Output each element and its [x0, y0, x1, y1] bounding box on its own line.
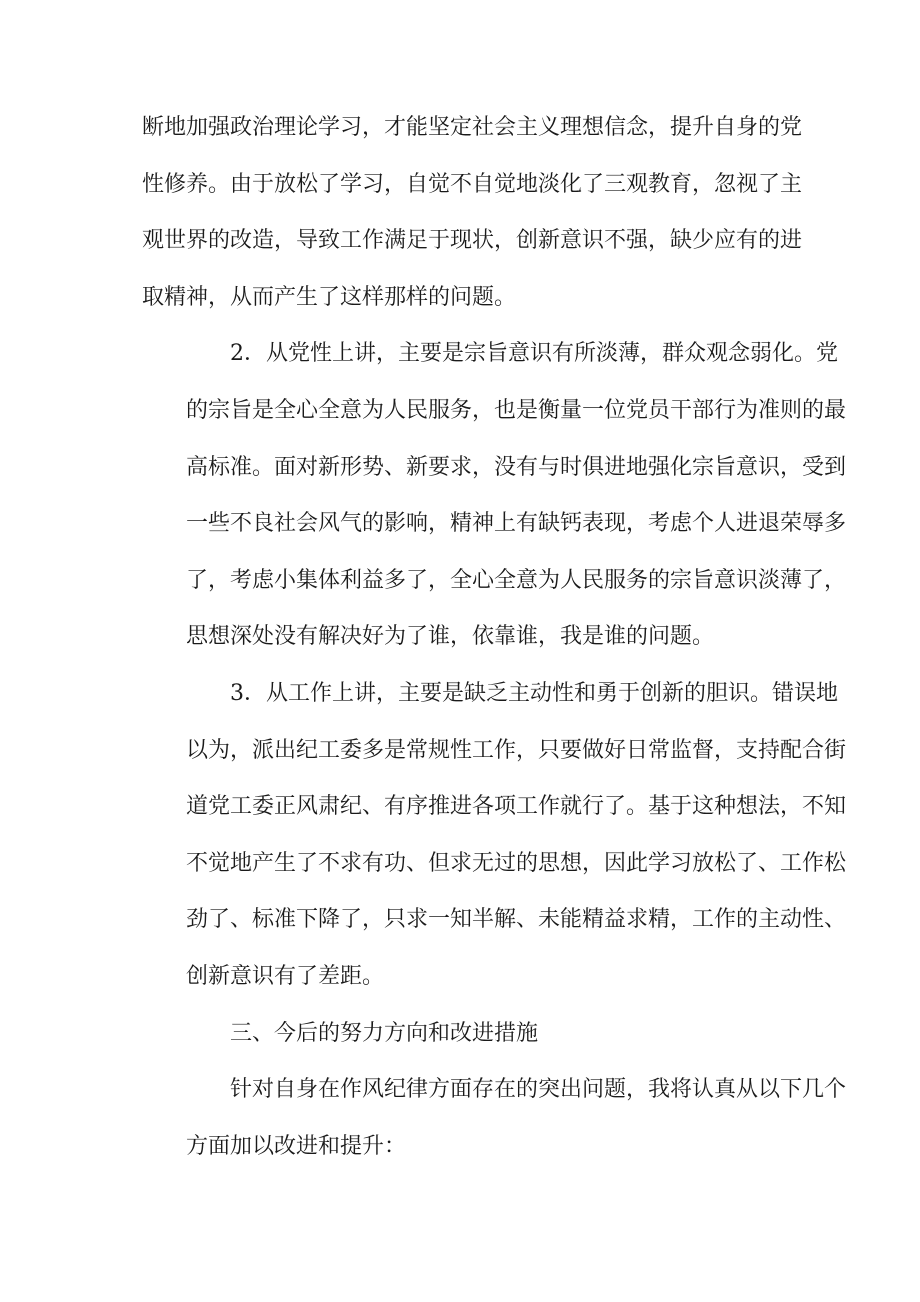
text-line: 思想深处没有解决好为了谁，依靠谁，我是谁的问题。 [186, 624, 715, 650]
text-line: 断地加强政治理论学习，才能坚定社会主义理想信念，提升自身的党 [142, 115, 803, 140]
text-line: 取精神，从而产生了这样那样的问题。 [142, 284, 517, 310]
text-line: 2．从党性上讲，主要是宗旨意识有所淡薄，群众观念弱化。党 [230, 341, 838, 367]
text-line: 三、今后的努力方向和改进措施 [230, 1020, 539, 1046]
text-line: 针对自身在作风纪律方面存在的突出问题，我将认真从以下几个 [230, 1077, 847, 1103]
paragraph [142, 1006, 796, 1063]
text-line: 方面加以改进和提升： [186, 1133, 407, 1159]
text-line: 观世界的改造，导致工作满足于现状，创新意识不强，缺少应有的进 [142, 228, 803, 254]
text-line: 一些不良社会风气的影响，精神上有缺钙表现，考虑个人进退荣辱多 [186, 511, 847, 537]
text-line: 性修养。由于放松了学习，自觉不自觉地淡化了三观教育，忽视了主 [142, 171, 803, 197]
paragraph [142, 100, 803, 326]
text-line: 创新意识有了差距。 [186, 963, 385, 989]
document-body [142, 100, 847, 1175]
text-line: 高标准。面对新形势、新要求，没有与时俱进地强化宗旨意识，受到 [186, 454, 847, 480]
text-line: 道党工委正风肃纪、有序推进各项工作就行了。基于这种想法，不知 [186, 794, 847, 820]
text-line: 的宗旨是全心全意为人民服务，也是衡量一位党员干部行为准则的最 [186, 397, 847, 423]
paragraph [142, 666, 847, 1006]
paragraph [142, 326, 847, 666]
paragraph [142, 1062, 847, 1175]
text-line: 了，考虑小集体利益多了，全心全意为人民服务的宗旨意识淡薄了， [186, 567, 847, 593]
text-line: 不觉地产生了不求有功、但求无过的思想，因此学习放松了、工作松 [186, 850, 847, 876]
text-line: 劲了、标准下降了，只求一知半解、未能精益求精，工作的主动性、 [186, 907, 847, 933]
text-line: 3．从工作上讲，主要是缺乏主动性和勇于创新的胆识。错误地 [230, 680, 838, 706]
text-line: 以为，派出纪工委多是常规性工作，只要做好日常监督，支持配合街 [186, 737, 847, 763]
